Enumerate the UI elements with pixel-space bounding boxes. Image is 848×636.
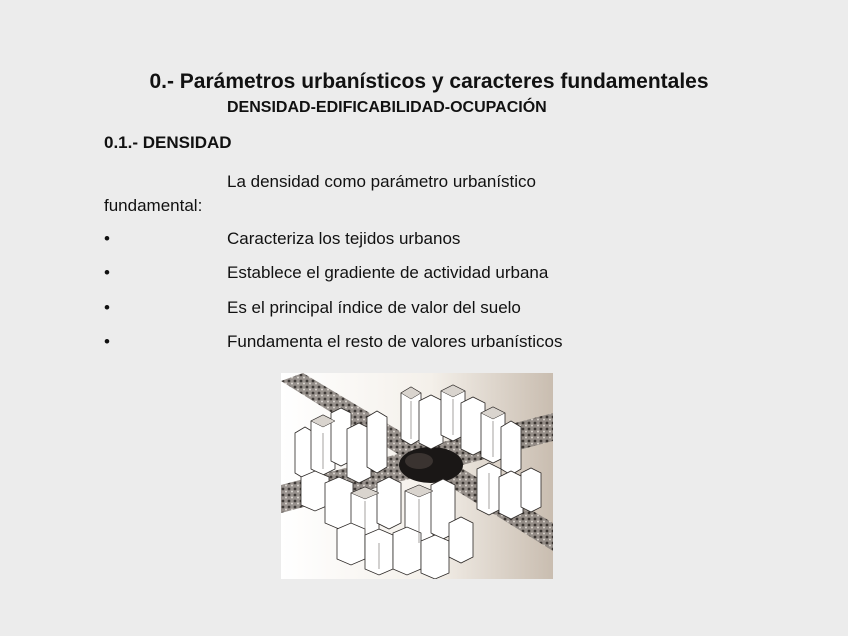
bullet-text: Establece el gradiente de actividad urbana (227, 263, 549, 282)
bullet-text: Fundamenta el resto de valores urbanísticos (227, 332, 563, 351)
intro-text-line-1: La densidad como parámetro urbanístico (227, 172, 537, 191)
bullet-marker: • (104, 298, 110, 317)
slide-subtitle: DENSIDAD-EDIFICABILIDAD-OCUPACIÓN (227, 99, 547, 116)
slide-title: 0.- Parámetros urbanísticos y caracteres fundamentales (149, 70, 709, 93)
section-heading: 0.1.- DENSIDAD (104, 133, 232, 152)
bullet-marker: • (104, 229, 110, 248)
intro-text-line-2: fundamental: (104, 196, 203, 215)
bullet-text: Caracteriza los tejidos urbanos (227, 229, 461, 248)
bullet-marker: • (104, 332, 110, 351)
bullet-text: Es el principal índice de valor del suelo (227, 298, 521, 317)
urban-density-illustration (281, 373, 553, 579)
bullet-marker: • (104, 263, 110, 282)
